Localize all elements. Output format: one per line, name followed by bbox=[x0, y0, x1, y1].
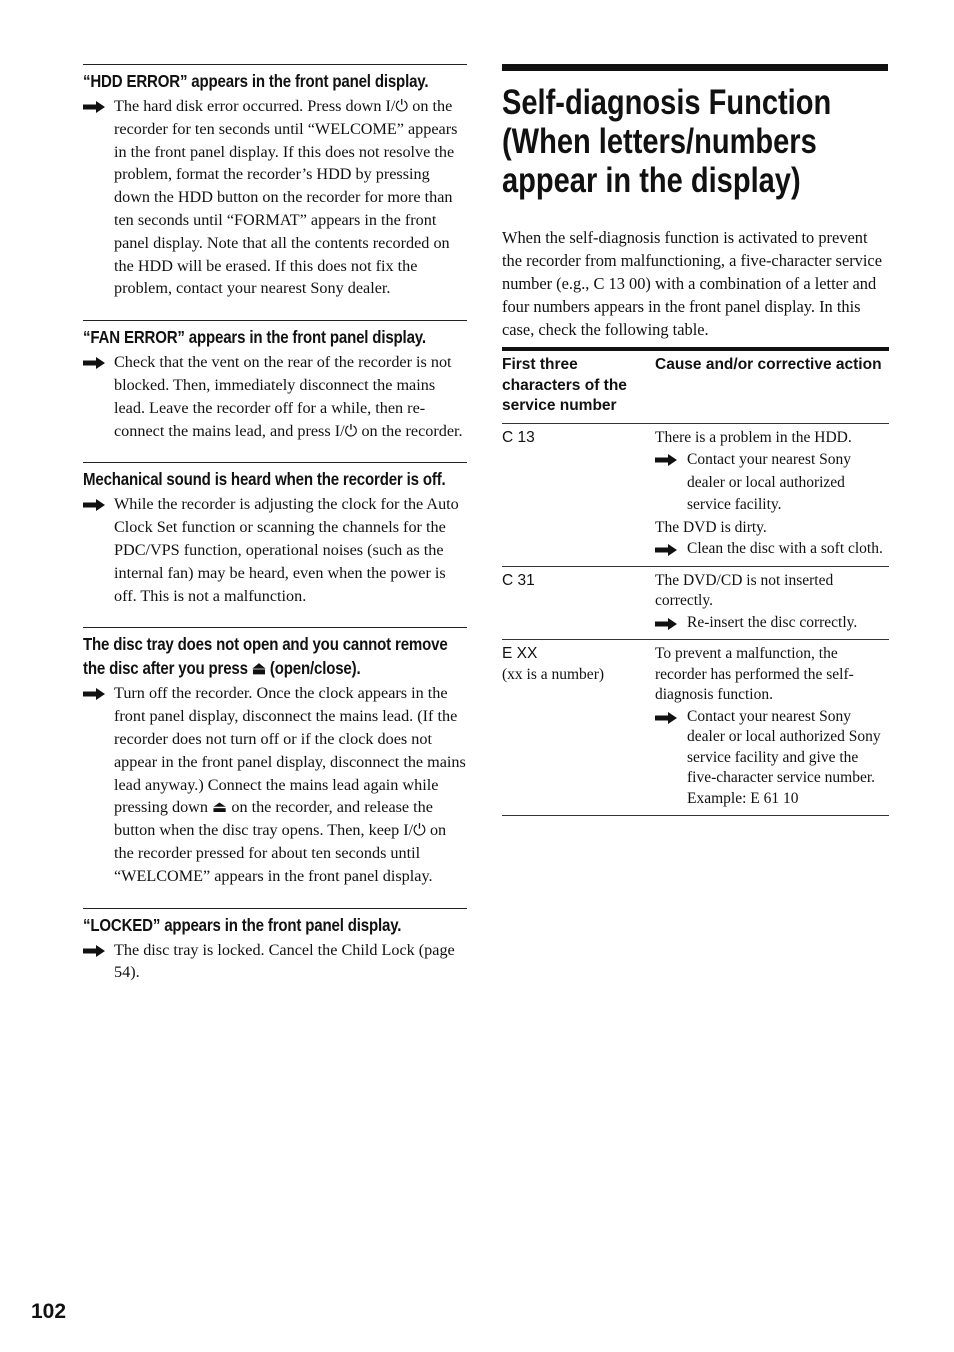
section-mechanical-sound bbox=[83, 462, 467, 607]
service-code: C 31 bbox=[502, 571, 535, 589]
remedy-item bbox=[83, 351, 467, 442]
arrow-right-icon bbox=[83, 688, 105, 700]
arrow-right-icon bbox=[655, 454, 677, 466]
action-item bbox=[655, 539, 889, 560]
action-item bbox=[655, 707, 889, 789]
section-heading: “HDD ERROR” appears in the front panel display. bbox=[83, 71, 429, 91]
section-heading: “FAN ERROR” appears in the front panel display. bbox=[83, 327, 426, 348]
remedy-item bbox=[83, 95, 467, 300]
service-code-note: (xx is a number) bbox=[502, 665, 605, 683]
remedy-item bbox=[83, 939, 467, 985]
arrow-right-icon bbox=[83, 357, 105, 369]
remedy-item bbox=[83, 493, 467, 607]
title-rule bbox=[502, 64, 888, 71]
remedy-item bbox=[83, 682, 467, 887]
column-header-cause: Cause and/or corrective action bbox=[655, 356, 882, 373]
column-header-code: First three characters of the service number bbox=[502, 356, 627, 414]
remedy-text: The hard disk error occurred. Press down I/⏻ on the recorder for ten seconds until “WELCOME” appears in the front panel display. If this does not resolve the problem, format the recorder’s HDD by pressing down the HDD button on the recorder for more than ten seconds until “FORMAT” appears in the front panel display. Note that all the contents recorded on the HDD will be erased. If this does not fix the problem, contact your nearest Sony dealer. bbox=[114, 97, 458, 298]
service-code: E XX bbox=[502, 645, 538, 662]
remedy-text: While the recorder is adjusting the clock for the Auto Clock Set function or scanning the channels for the PDC/VPS function, operational noises (such as the internal fan) may be heard, even when the power is off. This is not a malfunction. bbox=[114, 495, 459, 605]
section-fan-error bbox=[83, 320, 467, 442]
section-disc-tray bbox=[83, 627, 467, 887]
remedy-text: The disc tray is locked. Cancel the Child Lock (page 54). bbox=[114, 940, 455, 982]
arrow-right-icon bbox=[83, 101, 105, 113]
remedy-text: Turn off the recorder. Once the clock appears in the front panel display, disconnect the mains lead. (If the recorder does not turn off or if the clock does not appear in the front panel display, disconnect the mains lead anyway.) Connect the mains lead again while pressing down ⏏ on the recorder, and release the button when the disc tray opens. Then, keep I/⏻ on the recorder pressed for about ten seconds until “WELCOME” appears in the front panel display. bbox=[114, 684, 466, 885]
action-text: Clean the disc with a soft cloth. bbox=[687, 540, 883, 557]
cause-cell bbox=[655, 571, 889, 634]
arrow-right-icon bbox=[83, 945, 105, 957]
troubleshooting-column bbox=[83, 64, 467, 984]
page-number: 102 bbox=[31, 1300, 67, 1323]
code-cell bbox=[502, 428, 655, 560]
action-item bbox=[655, 613, 889, 634]
action-text: Contact your nearest Sony dealer or local authorized service facility. bbox=[687, 451, 852, 513]
service-number-table bbox=[502, 347, 889, 816]
service-code: C 13 bbox=[502, 428, 535, 446]
arrow-right-icon bbox=[655, 712, 677, 724]
table-row bbox=[502, 567, 889, 641]
example-text: Example: E 61 10 bbox=[687, 789, 799, 807]
table-header bbox=[502, 351, 889, 424]
table-row bbox=[502, 640, 889, 816]
intro-paragraph: When the self-diagnosis function is activated to prevent the recorder from malfunctioning, a five-character service number (e.g., C 13 00) with a combination of a letter and four numbers appears in the front panel display. In this case, check the following table. bbox=[502, 228, 882, 339]
section-hdd-error bbox=[83, 64, 467, 300]
page-title: Self-diagnosis Function (When letters/numbers appear in the display) bbox=[502, 83, 832, 200]
table-row bbox=[502, 424, 889, 567]
arrow-right-icon bbox=[655, 618, 677, 630]
section-heading: Mechanical sound is heard when the recorder is off. bbox=[83, 469, 446, 490]
action-text: Contact your nearest Sony dealer or local authorized Sony service facility and give the five-character service number. bbox=[687, 707, 881, 786]
section-locked bbox=[83, 908, 467, 985]
cause-text: To prevent a malfunction, the recorder has performed the self-diagnosis function. bbox=[655, 645, 854, 703]
arrow-right-icon bbox=[83, 499, 105, 511]
code-cell bbox=[502, 644, 655, 809]
self-diagnosis-column bbox=[502, 64, 888, 816]
cause-cell bbox=[655, 644, 889, 809]
cause-text: The DVD/CD is not inserted correctly. bbox=[655, 571, 834, 609]
cause-text: There is a problem in the HDD. bbox=[655, 428, 852, 446]
action-item bbox=[655, 449, 889, 517]
section-heading: “LOCKED” appears in the front panel display. bbox=[83, 914, 402, 935]
action-text: Re-insert the disc correctly. bbox=[687, 613, 858, 631]
arrow-right-icon bbox=[655, 544, 677, 556]
remedy-text: Check that the vent on the rear of the recorder is not blocked. Then, immediately disconnect the mains lead. Leave the recorder off for a while, then re-connect the mains lead, and press I/⏻ on the recorder. bbox=[114, 353, 463, 440]
cause-cell bbox=[655, 428, 889, 560]
section-heading: The disc tray does not open and you cannot remove the disc after you press ⏏ (open/close). bbox=[83, 634, 448, 679]
cause-text: The DVD is dirty. bbox=[655, 518, 767, 536]
code-cell bbox=[502, 571, 655, 634]
